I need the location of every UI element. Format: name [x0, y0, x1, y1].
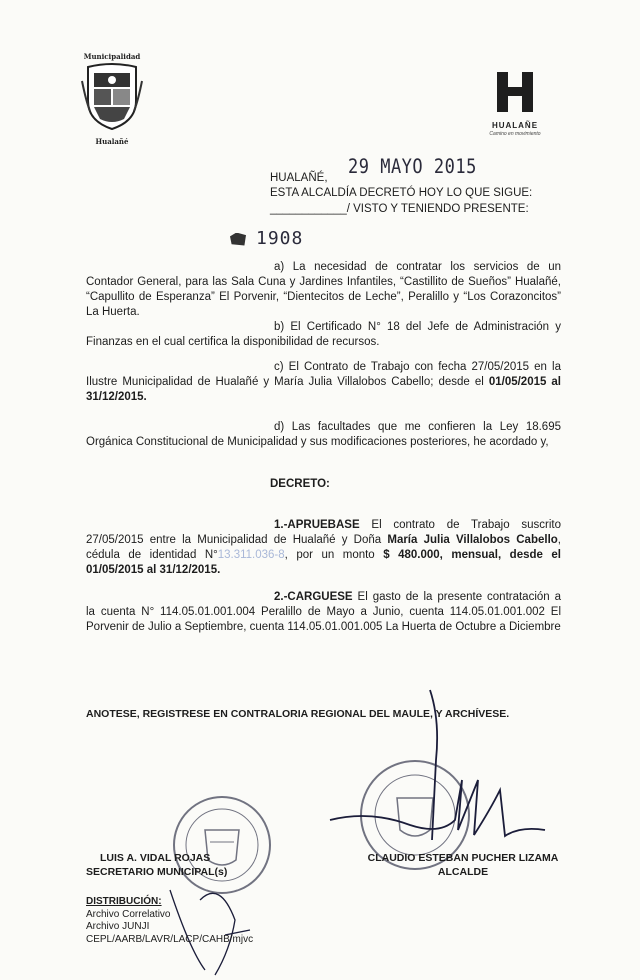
crest-caption-top: Municipalidad: [83, 52, 141, 61]
item-1-label: 1.-APRUEBASE: [274, 519, 360, 531]
alcalde-title: ALCALDE: [437, 866, 489, 878]
item-2-text: El gasto de la presente contratación a la cuenta N° 114.05.01.001.004 Peralillo de Mayo a Junio, cuenta 114.05.01.001.002 El Porvenir de Julio a Septiembre, cuenta 114.05.01.001.005 La Huerta de Octubre a Diciembre: [86, 591, 561, 633]
item-1-name: María Julia Villalobos Cabello: [387, 534, 558, 546]
decreto-heading: DECRETO:: [270, 478, 330, 490]
consideration-d: d) Las facultades que me confieren la Ley 18.695 Orgánica Constitucional de Municipalidad y sus modificaciones posteriores, he acordado y,: [86, 421, 561, 448]
distribution-title: DISTRIBUCIÓN:: [86, 896, 162, 907]
distribution-item: CEPL/AARB/LAVR/LACP/CAHB/mjvc: [86, 933, 254, 945]
closing-statement: ANOTESE, REGISTRESE EN CONTRALORIA REGIONAL DEL MAULE, Y ARCHÍVESE.: [86, 708, 510, 720]
crest-caption-bottom: Hualañé: [95, 137, 129, 146]
date-stamp: 29 MAYO 2015: [348, 155, 477, 179]
secretary-name: LUIS A. VIDAL ROJAS: [100, 852, 211, 864]
consideration-b: b) El Certificado N° 18 del Jefe de Administración y Finanzas en el cual certifica la disponibilidad de recursos.: [86, 321, 561, 348]
consideration-c-dates: 01/05/2015 al 31/12/2015.: [86, 376, 561, 403]
consideration-c-text: c) El Contrato de Trabajo con fecha 27/05/2015 en la Ilustre Municipalidad de Hualañé y María Julia Villalobos Cabello; desde el: [86, 361, 561, 388]
distribution-item: Archivo JUNJI: [86, 921, 150, 932]
intro-line-2: ____________/ VISTO Y TENIENDO PRESENTE:: [270, 203, 529, 215]
decree-number: 1908: [256, 228, 304, 249]
date-place: HUALAÑÉ,: [270, 172, 328, 184]
alcalde-signature-block: [358, 851, 568, 879]
item-1-amount: $ 480.000, mensual, desde el 01/05/2015 al 31/12/2015.: [86, 549, 561, 576]
brand-slogan: Camino en movimiento: [489, 131, 541, 137]
item-2-label: 2.-CARGUESE: [274, 591, 353, 603]
item-1-id-redacted: 13.311.036-8: [217, 549, 285, 561]
consideration-a: a) La necesidad de contratar los servicios de un Contador General, para las Sala Cuna y Jardines Infantiles, “Castillito de Sueños” Hualañé, “Capullito de Esperanza” El Porvenir, “Dientecitos de Leche”, Peralillo y “Los Corazoncitos” La Huerta.: [86, 261, 561, 318]
alcalde-name: CLAUDIO ESTEBAN PUCHER LIZAMA: [367, 852, 559, 864]
item-1-text-a: El contrato de Trabajo suscrito 27/05/2015 entre la Municipalidad de Hualañé y Doña: [86, 519, 561, 546]
brand-name: HUALAÑE: [491, 121, 539, 130]
secretary-title: SECRETARIO MUNICIPAL(s): [86, 866, 228, 878]
item-1-text-b: , cédula de identidad N°: [86, 534, 561, 561]
secretary-signature-block: [86, 851, 276, 879]
distribution-list: [86, 896, 253, 946]
intro-line-1: ESTA ALCALDÍA DECRETÓ HOY LO QUE SIGUE:: [270, 187, 533, 199]
distribution-item: Archivo Correlativo: [86, 908, 171, 920]
item-1-text-c: , por un monto: [284, 549, 384, 561]
